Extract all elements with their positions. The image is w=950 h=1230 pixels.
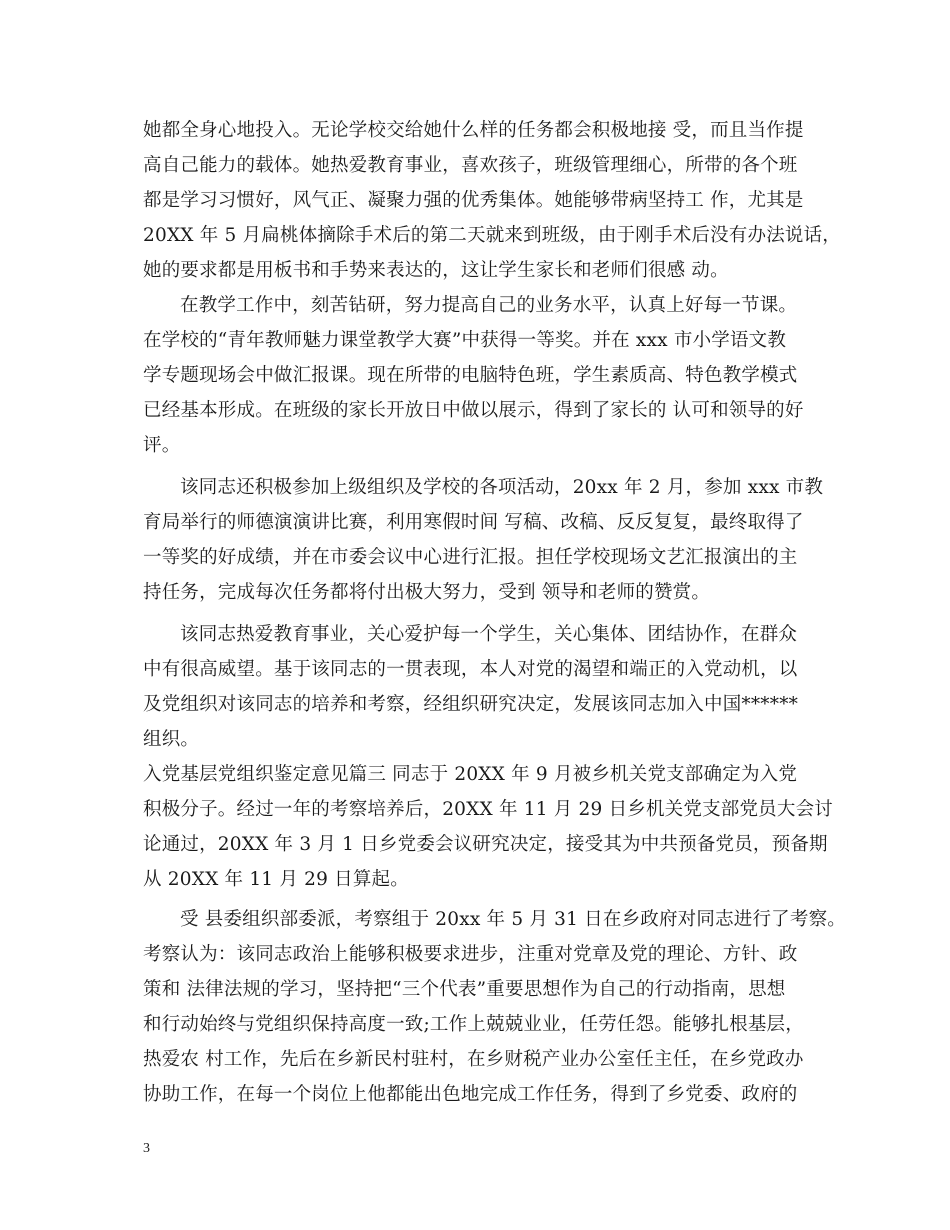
text-line: 协助工作，在每一个岗位上他都能出色地完成工作任务，得到了乡党委、政府的	[143, 1084, 798, 1105]
paragraph-start-line: 在教学工作中，刻苦钻研，努力提高自己的业务水平，认真上好每一节课。	[180, 295, 798, 316]
text-line: 及党组织对该同志的培养和考察，经组织研究决定，发展该同志加入中国******	[143, 694, 799, 715]
text-line: 和行动始终与党组织保持高度一致;工作上兢兢业业，任劳任怨。能够扎根基层，	[143, 1014, 804, 1035]
text-line: 积极分子。经过一年的考察培养后，20XX 年 11 月 29 日乡机关党支部党员大会讨	[143, 799, 833, 820]
paragraph-start-line: 该同志还积极参加上级组织及学校的各项活动，20xx 年 2 月，参加 xxx 市教	[180, 477, 824, 498]
text-line: 考察认为：该同志政治上能够积极要求进步，注重对党章及党的理论、方针、政	[143, 944, 798, 965]
text-line: 一等奖的好成绩，并在市委会议中心进行汇报。担任学校现场文艺汇报演出的主	[143, 547, 798, 568]
section-heading-line: 入党基层党组织鉴定意见篇三 同志于 20XX 年 9 月被乡机关党支部确定为入党	[143, 764, 798, 785]
text-line: 中有很高威望。基于该同志的一贯表现，本人对党的渴望和端正的入党动机，以	[143, 659, 798, 680]
text-line: 她的要求都是用板书和手势来表达的，这让学生家长和老师们很感 动。	[143, 260, 729, 281]
text-line: 持任务，完成每次任务都将付出极大努力，受到 领导和老师的赞赏。	[143, 582, 711, 603]
text-line: 已经基本形成。在班级的家长开放日中做以展示，得到了家长的 认可和领导的好	[143, 400, 804, 421]
text-line: 从 20XX 年 11 月 29 日算起。	[143, 869, 409, 890]
text-line: 都是学习习惯好，风气正、凝聚力强的优秀集体。她能够带病坚持工 作，尤其是	[143, 190, 804, 211]
text-line: 高自己能力的载体。她热爱教育事业，喜欢孩子，班级管理细心，所带的各个班	[143, 155, 798, 176]
text-line: 热爱农 村工作，先后在乡新民村驻村，在乡财税产业办公室任主任，在乡党政办	[143, 1049, 804, 1070]
text-line: 她都全身心地投入。无论学校交给她什么样的任务都会积极地接 受，而且当作提	[143, 120, 804, 141]
text-line: 育局举行的师德演演讲比赛，利用寒假时间 写稿、改稿、反反复复，最终取得了	[143, 512, 804, 533]
page-number: 3	[143, 1141, 150, 1156]
text-line: 组织。	[143, 729, 200, 750]
text-line: 在学校的“青年教师魅力课堂教学大赛”中获得一等奖。并在 xxx 市小学语文教	[143, 330, 787, 351]
paragraph-start-line: 受 县委组织部委派，考察组于 20xx 年 5 月 31 日在乡政府对同志进行了考察。	[180, 909, 846, 930]
text-line: 20XX 年 5 月扁桃体摘除手术后的第二天就来到班级，由于刚手术后没有办法说话，	[143, 225, 841, 246]
text-line: 评。	[143, 435, 181, 456]
text-line: 策和 法律法规的学习，坚持把“三个代表”重要思想作为自己的行动指南，思想	[143, 979, 786, 1000]
paragraph-start-line: 该同志热爱教育事业，关心爱护每一个学生，关心集体、团结协作，在群众	[180, 624, 798, 645]
text-line: 学专题现场会中做汇报课。现在所带的电脑特色班，学生素质高、特色教学模式	[143, 365, 798, 386]
text-line: 论通过，20XX 年 3 月 1 日乡党委会议研究决定，接受其为中共预备党员，预备期	[143, 834, 828, 855]
